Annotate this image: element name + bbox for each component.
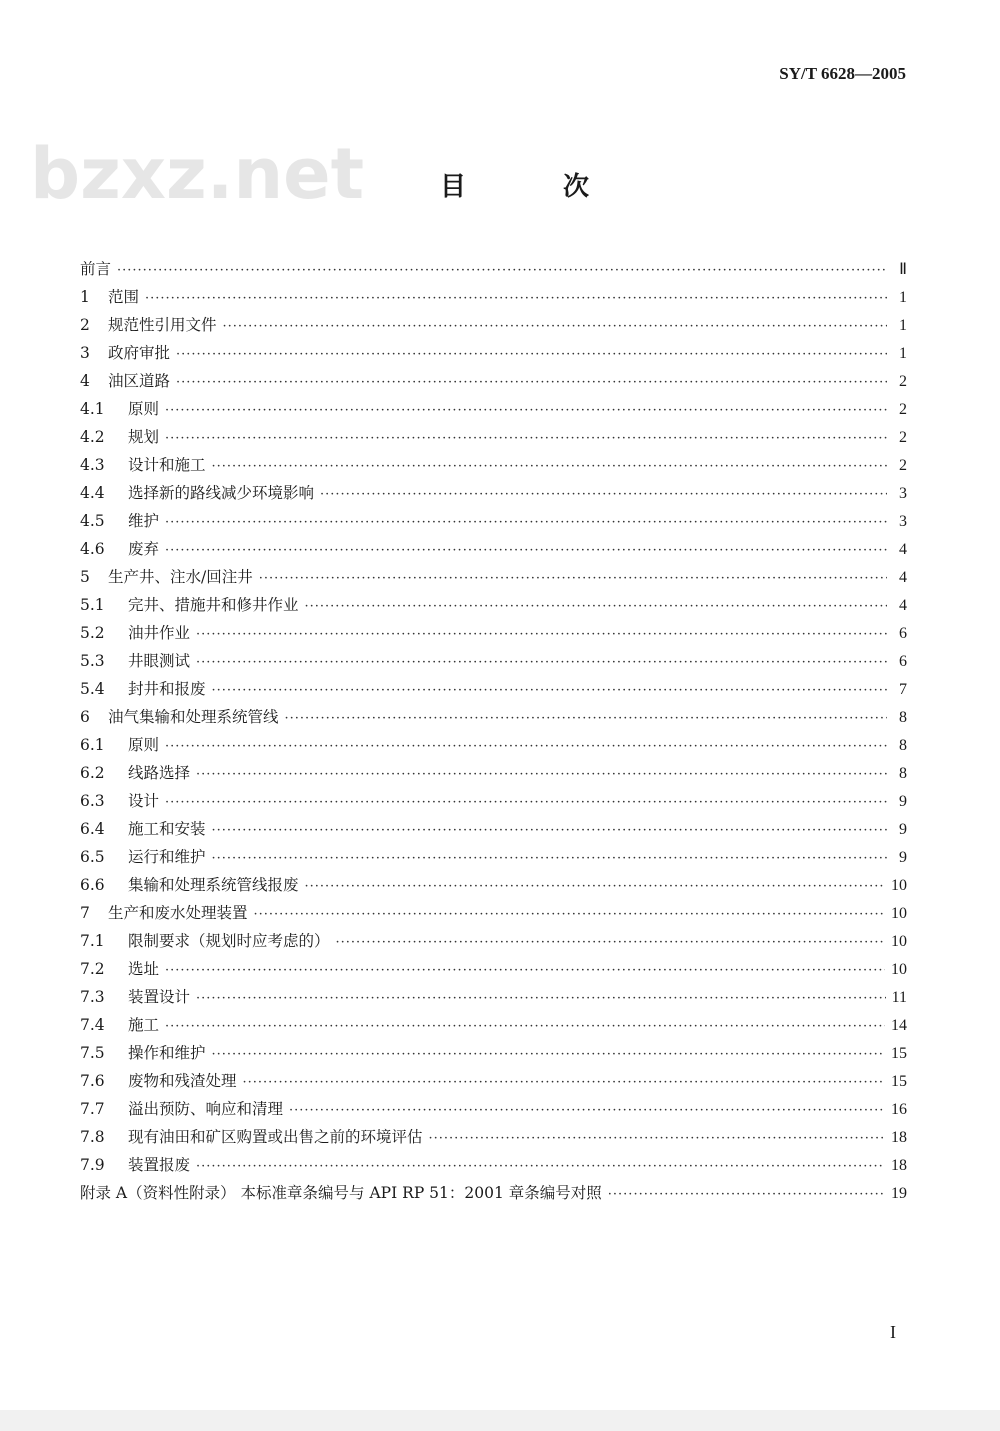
toc-entry-title: 完井、措施井和修井作业 xyxy=(128,596,299,614)
toc-entry-number: 6.3 xyxy=(80,792,105,810)
toc-entry-number: 7.1 xyxy=(80,932,105,950)
toc-entry[interactable] xyxy=(80,649,907,677)
toc-entry-title: 现有油田和矿区购置或出售之前的环境评估 xyxy=(128,1128,423,1146)
dot-leader xyxy=(196,991,886,1006)
toc-entry-page: 2 xyxy=(899,457,907,474)
toc-entry-title: 运行和维护 xyxy=(128,848,206,866)
dot-leader xyxy=(336,935,885,950)
toc-entry-title: 设计 xyxy=(128,792,160,810)
page-number: I xyxy=(890,1322,896,1342)
toc-entry-number: 5.1 xyxy=(80,596,105,614)
toc-entry[interactable] xyxy=(80,985,907,1013)
toc-entry-number: 5 xyxy=(80,568,90,586)
dot-leader xyxy=(429,1131,885,1146)
toc-entry-page: 4 xyxy=(899,541,907,558)
toc-entry-page: 1 xyxy=(899,317,907,334)
dot-leader xyxy=(176,347,887,362)
toc-entry-number: 4.2 xyxy=(80,428,105,446)
dot-leader xyxy=(165,515,887,530)
toc-entry-page: 7 xyxy=(899,681,907,698)
toc-entry-number: 7.5 xyxy=(80,1044,105,1062)
toc-entry-number: 7.2 xyxy=(80,960,105,978)
toc-entry-number: 6 xyxy=(80,708,90,726)
dot-leader xyxy=(223,319,887,334)
toc-entry[interactable] xyxy=(80,1013,907,1041)
dot-leader xyxy=(145,291,887,306)
toc-entry-page: 11 xyxy=(891,989,907,1006)
toc-entry-page: 2 xyxy=(899,373,907,390)
toc-entry[interactable] xyxy=(80,705,907,733)
dot-leader xyxy=(165,431,887,446)
toc-entry[interactable] xyxy=(80,593,907,621)
toc-entry-page: 2 xyxy=(899,401,907,418)
toc-entry[interactable] xyxy=(80,397,907,425)
toc-entry-title: 维护 xyxy=(128,512,160,530)
toc-entry-title: 生产和废水处理装置 xyxy=(108,904,248,922)
toc-entry-title: 井眼测试 xyxy=(128,652,191,670)
toc-entry[interactable] xyxy=(80,957,907,985)
toc-entry[interactable] xyxy=(80,1153,907,1181)
toc-entry-page: 19 xyxy=(891,1185,907,1202)
toc-entry-number: 1 xyxy=(80,288,90,306)
toc-entry-page: 3 xyxy=(899,485,907,502)
dot-leader xyxy=(285,711,887,726)
toc-entry-title: 集输和处理系统管线报废 xyxy=(128,876,299,894)
toc-entry-page: 9 xyxy=(899,793,907,810)
toc-entry-title: 限制要求（规划时应考虑的） xyxy=(128,932,330,950)
toc-entry[interactable] xyxy=(80,1125,907,1153)
toc-entry-page: 10 xyxy=(891,933,907,950)
toc-entry-page: Ⅱ xyxy=(899,261,907,278)
toc-entry[interactable] xyxy=(80,537,907,565)
dot-leader xyxy=(117,263,887,278)
toc-entry-title: 线路选择 xyxy=(128,764,191,782)
toc-entry-page: 8 xyxy=(899,737,907,754)
toc-entry[interactable] xyxy=(80,257,907,285)
dot-leader xyxy=(196,1159,885,1174)
toc-entry-page: 10 xyxy=(891,905,907,922)
toc-entry-page: 8 xyxy=(899,765,907,782)
toc-entry-title: 选择新的路线减少环境影响 xyxy=(128,484,315,502)
toc-entry-number: 5.3 xyxy=(80,652,105,670)
dot-leader xyxy=(165,543,887,558)
toc-entry-page: 15 xyxy=(891,1073,907,1090)
standard-number: SY/T 6628—2005 xyxy=(779,64,906,83)
dot-leader xyxy=(165,403,887,418)
toc-entry-page: 1 xyxy=(899,345,907,362)
toc-entry[interactable] xyxy=(80,341,907,369)
toc-entry-title: 原则 xyxy=(128,736,160,754)
toc-entry-title: 废物和残渣处理 xyxy=(128,1072,237,1090)
dot-leader xyxy=(212,1047,885,1062)
dot-leader xyxy=(254,907,885,922)
dot-leader xyxy=(165,795,887,810)
toc-entry-number: 7 xyxy=(80,904,90,922)
toc-entry-title: 油区道路 xyxy=(108,372,171,390)
toc-entry-title: 范围 xyxy=(108,288,140,306)
toc-entry[interactable] xyxy=(80,929,907,957)
toc-entry-number: 5.4 xyxy=(80,680,105,698)
toc-entry-number: 6.1 xyxy=(80,736,105,754)
toc-entry[interactable] xyxy=(80,565,907,593)
toc-entry-title: 封井和报废 xyxy=(128,680,206,698)
toc-entry-page: 18 xyxy=(891,1129,907,1146)
toc-entry[interactable] xyxy=(80,481,907,509)
toc-entry[interactable] xyxy=(80,761,907,789)
page-title: 目 次 xyxy=(440,172,634,202)
toc-entry[interactable] xyxy=(80,789,907,817)
watermark: bzxz.net xyxy=(30,133,365,215)
toc-entry[interactable] xyxy=(80,1181,907,1209)
toc-entry-number: 4.1 xyxy=(80,400,105,418)
toc-entry-page: 10 xyxy=(891,877,907,894)
toc-entry-title: 油井作业 xyxy=(128,624,191,642)
dot-leader xyxy=(176,375,887,390)
dot-leader xyxy=(305,599,887,614)
toc-entry-title: 装置报废 xyxy=(128,1156,191,1174)
toc-entry-number: 7.7 xyxy=(80,1100,105,1118)
dot-leader xyxy=(196,655,887,670)
toc-entry-title: 设计和施工 xyxy=(128,456,206,474)
toc-entry-title: 废弃 xyxy=(128,540,160,558)
toc-entry[interactable] xyxy=(80,901,907,929)
toc-entry-title: 规划 xyxy=(128,428,160,446)
dot-leader xyxy=(212,459,887,474)
toc-entry[interactable] xyxy=(80,1041,907,1069)
dot-leader xyxy=(289,1103,885,1118)
toc-entry-number: 6.5 xyxy=(80,848,105,866)
toc-entry-page: 1 xyxy=(899,289,907,306)
toc-entry-number: 7.4 xyxy=(80,1016,105,1034)
toc-entry-page: 9 xyxy=(899,849,907,866)
toc-entry-title: 操作和维护 xyxy=(128,1044,206,1062)
dot-leader xyxy=(243,1075,885,1090)
toc-entry-number: 5.2 xyxy=(80,624,105,642)
toc-entry-page: 6 xyxy=(899,653,907,670)
dot-leader xyxy=(608,1187,885,1202)
toc-entry[interactable] xyxy=(80,453,907,481)
dot-leader xyxy=(259,571,887,586)
toc-entry-number: 4.6 xyxy=(80,540,105,558)
toc-entry-title: 政府审批 xyxy=(108,344,171,362)
dot-leader xyxy=(212,683,887,698)
toc-entry[interactable] xyxy=(80,873,907,901)
toc-entry-number: 7.3 xyxy=(80,988,105,1006)
toc-entry-page: 4 xyxy=(899,569,907,586)
dot-leader xyxy=(305,879,885,894)
toc-entry-number: 7.6 xyxy=(80,1072,105,1090)
toc-entry-title: 施工 xyxy=(128,1016,160,1034)
toc-entry[interactable] xyxy=(80,1097,907,1125)
dot-leader xyxy=(320,487,887,502)
toc-entry-title: 溢出预防、响应和清理 xyxy=(128,1100,284,1118)
toc-entry[interactable] xyxy=(80,845,907,873)
toc-entry[interactable] xyxy=(80,817,907,845)
toc-entry-page: 3 xyxy=(899,513,907,530)
toc-entry-page: 8 xyxy=(899,709,907,726)
toc-entry[interactable] xyxy=(80,621,907,649)
dot-leader xyxy=(212,851,887,866)
toc-entry-number: 3 xyxy=(80,344,90,362)
table-of-contents xyxy=(80,257,907,1209)
dot-leader xyxy=(165,739,887,754)
toc-entry-number: 7.9 xyxy=(80,1156,105,1174)
toc-entry-page: 10 xyxy=(891,961,907,978)
toc-entry[interactable] xyxy=(80,509,907,537)
toc-entry[interactable] xyxy=(80,313,907,341)
toc-entry-number: 4.5 xyxy=(80,512,105,530)
toc-entry-number: 2 xyxy=(80,316,90,334)
toc-entry-number: 6.2 xyxy=(80,764,105,782)
toc-entry-page: 4 xyxy=(899,597,907,614)
dot-leader xyxy=(165,1019,885,1034)
toc-entry[interactable] xyxy=(80,425,907,453)
toc-entry-page: 15 xyxy=(891,1045,907,1062)
dot-leader xyxy=(165,963,885,978)
dot-leader xyxy=(196,627,887,642)
toc-entry[interactable] xyxy=(80,285,907,313)
toc-entry-number: 4.4 xyxy=(80,484,105,502)
toc-entry-page: 9 xyxy=(899,821,907,838)
toc-entry-title: 油气集输和处理系统管线 xyxy=(108,708,279,726)
dot-leader xyxy=(212,823,887,838)
bottom-bar xyxy=(0,1410,1000,1431)
toc-entry-title: 前言 xyxy=(80,260,112,278)
toc-entry[interactable] xyxy=(80,1069,907,1097)
toc-entry-page: 6 xyxy=(899,625,907,642)
toc-entry-title: 装置设计 xyxy=(128,988,191,1006)
toc-entry-page: 16 xyxy=(891,1101,907,1118)
toc-entry-number: 6.6 xyxy=(80,876,105,894)
toc-entry-number: 4 xyxy=(80,372,90,390)
toc-entry-title: 选址 xyxy=(128,960,160,978)
dot-leader xyxy=(196,767,887,782)
toc-entry-title: 施工和安装 xyxy=(128,820,206,838)
toc-entry-number: 6.4 xyxy=(80,820,105,838)
toc-entry-title: 附录 A（资料性附录） 本标准章条编号与 API RP 51：2001 章条编号对照 xyxy=(80,1184,602,1202)
toc-entry-page: 14 xyxy=(891,1017,907,1034)
toc-entry-page: 18 xyxy=(891,1157,907,1174)
toc-entry-page: 2 xyxy=(899,429,907,446)
toc-entry[interactable] xyxy=(80,369,907,397)
toc-entry-title: 规范性引用文件 xyxy=(108,316,217,334)
toc-entry-title: 生产井、注水/回注井 xyxy=(108,568,253,586)
toc-entry[interactable] xyxy=(80,733,907,761)
toc-entry[interactable] xyxy=(80,677,907,705)
toc-entry-title: 原则 xyxy=(128,400,160,418)
toc-entry-number: 4.3 xyxy=(80,456,105,474)
toc-entry-number: 7.8 xyxy=(80,1128,105,1146)
